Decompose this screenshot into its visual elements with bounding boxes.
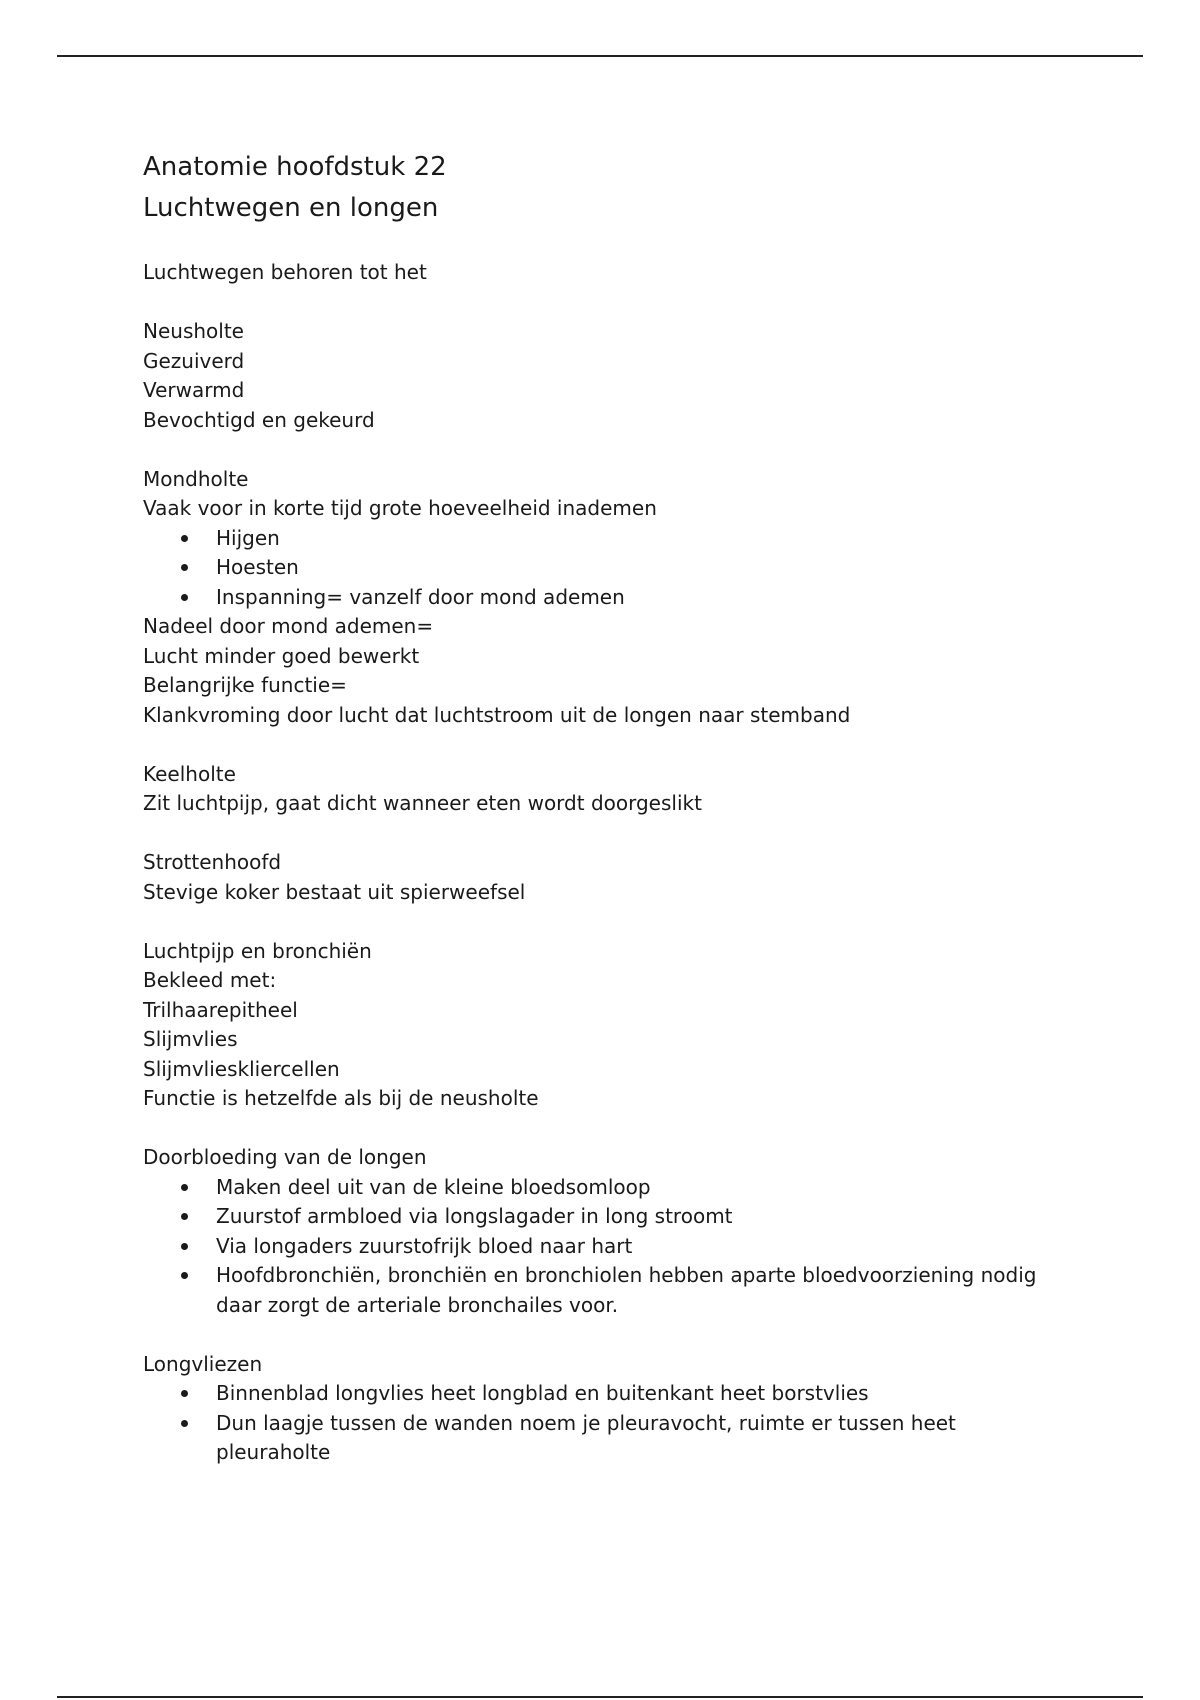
text-line: Slijmvlies — [143, 1027, 238, 1051]
text-line: Zit luchtpijp, gaat dicht wanneer eten wordt doorgeslikt — [143, 791, 702, 815]
list-item-text: Via longaders zuurstofrijk bloed naar hart — [216, 1233, 633, 1258]
text-line: Gezuiverd — [143, 348, 245, 373]
document-body — [143, 147, 1103, 1497]
section-mondholte — [143, 465, 1103, 731]
footer-rule — [57, 1696, 1143, 1698]
bullet-icon — [181, 564, 188, 571]
bullet-list — [143, 1379, 1103, 1468]
list-item-text: Inspanning= vanzelf door mond ademen — [216, 584, 625, 609]
bullet-icon — [181, 594, 188, 601]
list-item — [143, 1409, 1103, 1468]
bullet-icon — [181, 535, 188, 542]
bullet-icon — [181, 1213, 188, 1220]
bullet-icon — [181, 1272, 188, 1279]
bullet-icon — [181, 1420, 188, 1427]
list-item-text: Hoesten — [216, 555, 299, 579]
section-heading: Keelholte — [143, 761, 236, 786]
section-heading: Strottenhoofd — [143, 850, 282, 874]
list-item-text: Binnenblad longvlies heet longblad en buitenkant heet borstvlies — [216, 1381, 869, 1405]
list-item — [143, 1232, 1103, 1262]
text-line: Functie is hetzelfde als bij de neusholte — [143, 1086, 539, 1110]
section-heading: Luchtpijp en bronchiën — [143, 938, 372, 963]
text-line: Bekleed met: — [143, 968, 277, 992]
list-item — [143, 1202, 1103, 1232]
section-luchtpijp — [143, 937, 1103, 1114]
bullet-list — [143, 1173, 1103, 1321]
section-doorbloeding — [143, 1143, 1103, 1320]
list-item — [143, 1261, 1103, 1320]
bullet-icon — [181, 1184, 188, 1191]
text-line: Trilhaarepitheel — [143, 997, 298, 1022]
text-line: Stevige koker bestaat uit spierweefsel — [143, 879, 526, 904]
section-strottenhoofd — [143, 848, 1103, 907]
list-item-text: Hijgen — [216, 525, 280, 550]
document-title: Anatomie hoofdstuk 22 — [143, 152, 447, 182]
text-line: Vaak voor in korte tijd grote hoeveelheid inademen — [143, 496, 657, 520]
list-item — [143, 524, 1103, 554]
list-item-text: Maken deel uit van de kleine bloedsomloop — [216, 1174, 651, 1199]
document-subtitle: Luchtwegen en longen — [143, 193, 439, 223]
section-heading: Longvliezen — [143, 1351, 263, 1376]
list-item — [143, 1379, 1103, 1409]
section-heading: Mondholte — [143, 466, 249, 491]
text-line: Bevochtigd en gekeurd — [143, 407, 375, 432]
list-item — [143, 1173, 1103, 1203]
list-item-text: Dun laagje tussen de wanden noem je pleuravocht, ruimte er tussen heet pleuraholte — [216, 1410, 956, 1464]
text-line: Belangrijke functie= — [143, 673, 347, 697]
bullet-list — [143, 524, 1103, 613]
list-item-text: Hoofdbronchiën, bronchiën en bronchiolen hebben aparte bloedvoorziening nodig daar zorgt de arteriale bronchailes voor. — [216, 1263, 1037, 1317]
text-line: Nadeel door mond ademen= — [143, 614, 434, 638]
section-keelholte — [143, 760, 1103, 819]
list-item — [143, 583, 1103, 613]
section-heading: Neusholte — [143, 319, 244, 343]
intro-line: Luchtwegen behoren tot het — [143, 260, 427, 284]
text-line: Klankvroming door lucht dat luchtstroom uit de longen naar stemband — [143, 702, 851, 727]
text-line: Slijmvliesklier​cellen — [143, 1056, 340, 1081]
title-block — [143, 147, 1103, 229]
section-longvliezen — [143, 1350, 1103, 1468]
bullet-icon — [181, 1243, 188, 1250]
bullet-icon — [181, 1390, 188, 1397]
header-rule — [57, 55, 1143, 57]
list-item-text: Zuurstof armbloed via longslagader in long stroomt — [216, 1204, 733, 1228]
list-item — [143, 553, 1103, 583]
text-line: Lucht minder goed bewerkt — [143, 643, 420, 668]
section-heading: Doorbloeding van de longen — [143, 1145, 427, 1169]
intro-paragraph — [143, 258, 1103, 288]
text-line: Verwarmd — [143, 378, 245, 402]
section-neusholte — [143, 317, 1103, 435]
